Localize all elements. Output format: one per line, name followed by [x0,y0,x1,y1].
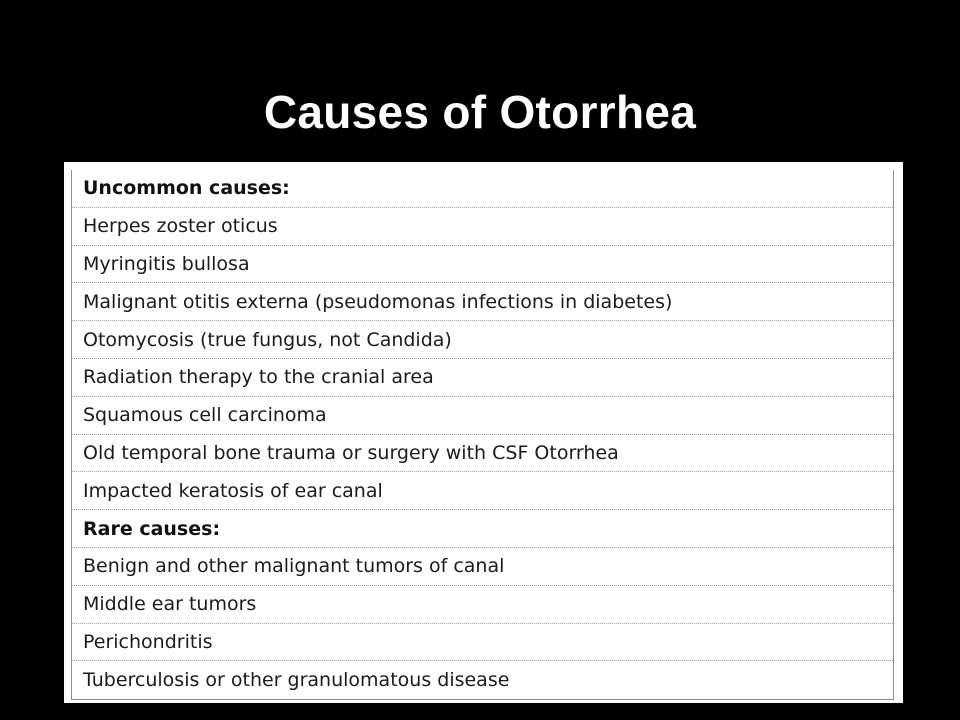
cause-row: Myringitis bullosa [72,246,893,284]
slide-title: Causes of Otorrhea [263,85,697,138]
section-header-row: Rare causes: [72,510,893,548]
cause-row: Tuberculosis or other granulomatous disease [83,669,510,692]
causes-table [64,162,903,703]
cause-row: Otomycosis (true fungus, not Candida) [72,321,893,359]
cause-row: Squamous cell carcinoma [72,397,893,435]
cause-row: Impacted keratosis of ear canal [72,472,893,510]
cause-row: Herpes zoster oticus [72,208,893,246]
cause-row: Old temporal bone trauma or surgery with CSF Otorrhea [72,435,893,473]
cause-row: Benign and other malignant tumors of canal [72,548,893,586]
causes-table-frame [71,170,894,700]
cause-row: Radiation therapy to the cranial area [72,359,893,397]
cause-row: Middle ear tumors [72,586,893,624]
cause-row: Perichondritis [72,624,893,662]
section-header-row: Uncommon causes: [72,170,893,208]
cause-row: Malignant otitis externa (pseudomonas infections in diabetes) [72,283,893,321]
